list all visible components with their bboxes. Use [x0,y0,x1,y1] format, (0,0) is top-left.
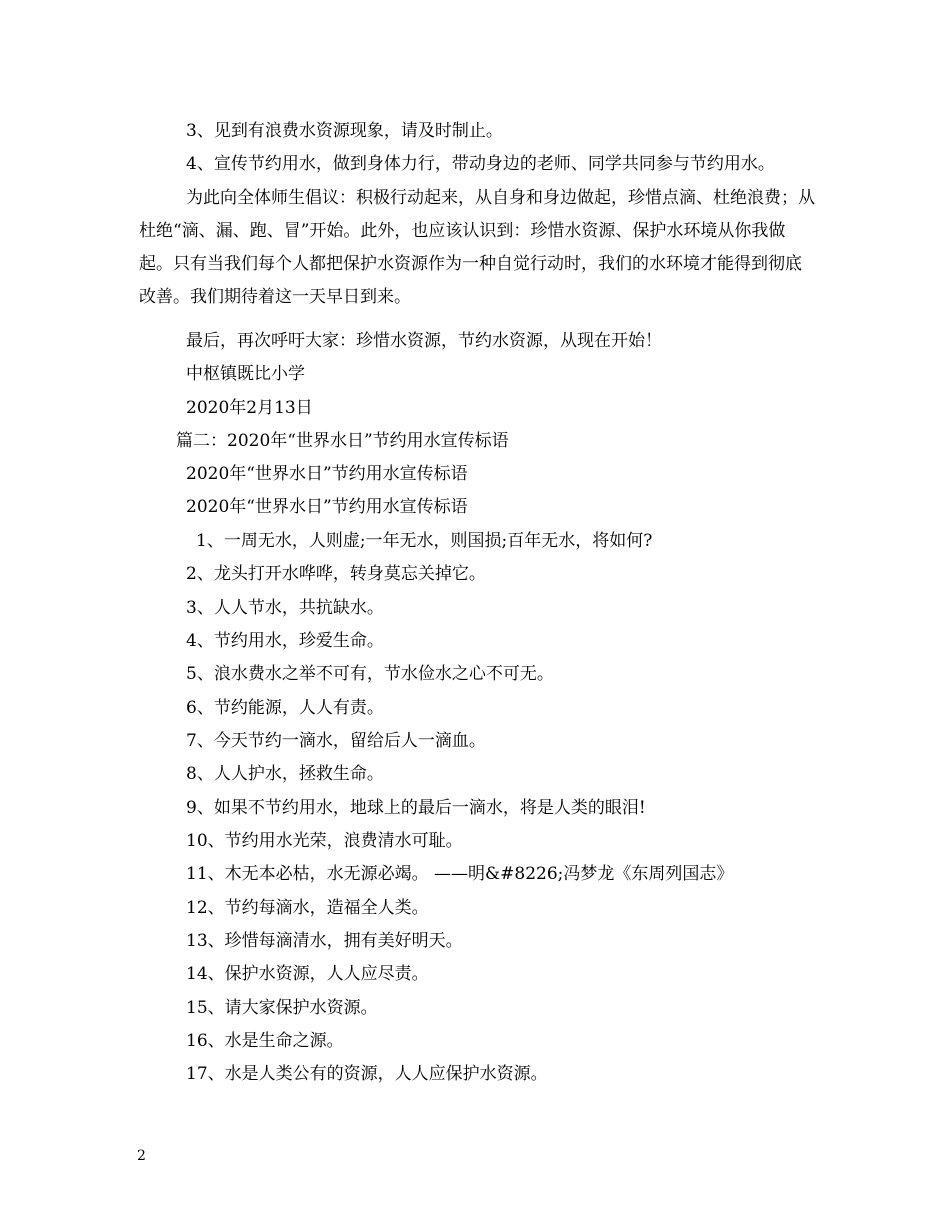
slogan-item: 11、木无本必枯，水无源必竭。 ——明&#8226;冯梦龙《东周列国志》 [186,864,734,884]
slogan-item: 10、节约用水光荣，浪费清水可耻。 [186,831,463,851]
slogan-item: 8、人人护水，拯救生命。 [186,764,384,784]
slogan-item: 5、浪水费水之举不可有，节水俭水之心不可无。 [186,664,554,684]
slogan-item: 13、珍惜每滴清水，拥有美好明天。 [186,931,463,951]
section-subtitle: 2020年“世界水日”节约用水宣传标语 [186,497,468,517]
section-subtitle: 2020年“世界水日”节约用水宣传标语 [186,464,468,484]
closing-line: 最后，再次呼吁大家：珍惜水资源，节约水资源，从现在开始！ [186,331,662,351]
slogan-item: 9、如果不节约用水，地球上的最后一滴水，将是人类的眼泪! [186,798,646,818]
intro-line: 3、见到有浪费水资源现象，请及时制止。 [186,121,503,141]
school-name: 中枢镇既比小学 [186,364,305,384]
slogan-item: 1、一周无水，人则虚;一年无水，则国损;百年无水，将如何? [196,531,653,551]
slogan-item: 2、龙头打开水哗哗，转身莫忘关掉它。 [186,564,486,584]
document-date: 2020年2月13日 [186,398,313,418]
page-number: 2 [137,1148,146,1164]
slogan-item: 14、保护水资源，人人应尽责。 [186,964,429,984]
slogan-item: 7、今天节约一滴水，留给后人一滴血。 [186,731,486,751]
slogan-item: 16、水是生命之源。 [186,1031,344,1051]
intro-line: 4、宣传节约用水，做到身体力行，带动身边的老师、同学共同参与节约用水。 [186,154,775,174]
section-title: 篇二：2020年“世界水日”节约用水宣传标语 [176,431,509,451]
slogan-item: 15、请大家保护水资源。 [186,998,378,1018]
slogan-item: 12、节约每滴水，造福全人类。 [186,898,429,918]
slogan-item: 6、节约能源，人人有责。 [186,698,384,718]
proposal-paragraph: 为此向全体师生倡议：积极行动起来，从自身和身边做起，珍惜点滴、杜绝浪费；从杜绝“滴、漏、跑、冒”开始。此外，也应该认识到：珍惜水资源、保护水环境从你我做起。只有当我们每个人都把保护水资源作为一种自觉行动时，我们的水环境才能得到彻底改善。我们期待着这一天早日到来。 [139,188,815,307]
slogan-item: 17、水是人类公有的资源，人人应保护水资源。 [186,1064,548,1084]
slogan-item: 4、节约用水，珍爱生命。 [186,631,384,651]
slogan-item: 3、人人节水，共抗缺水。 [186,598,384,618]
